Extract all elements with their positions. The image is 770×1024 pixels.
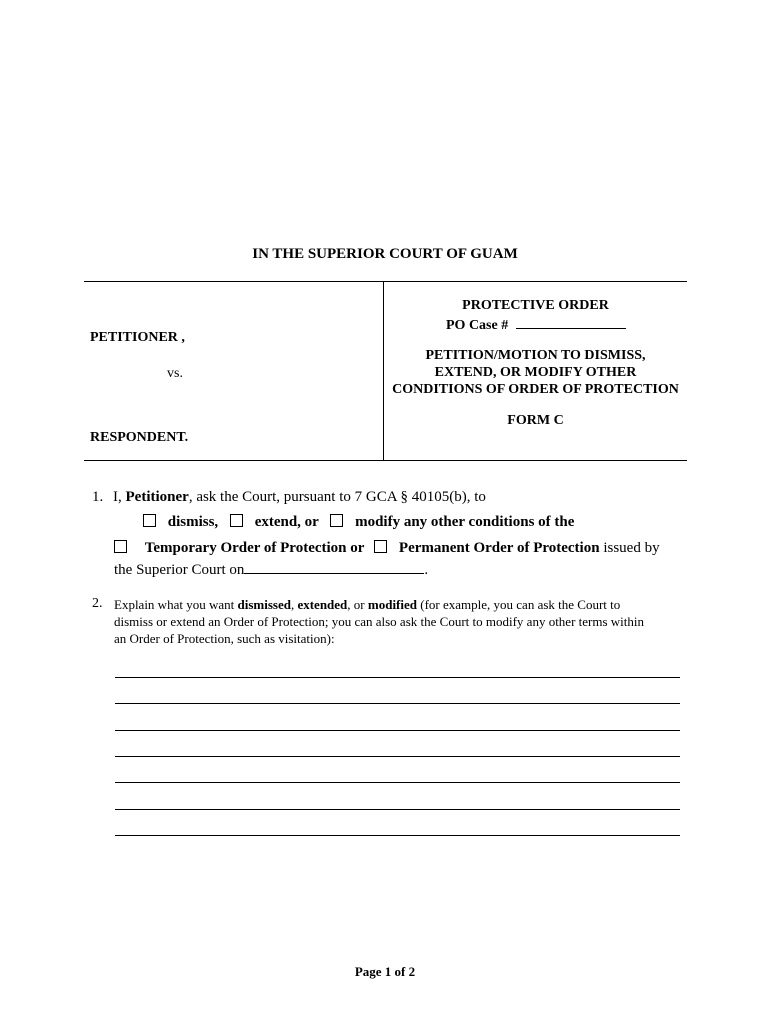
petition-title-line-1: PETITION/MOTION TO DISMISS, <box>425 348 646 363</box>
modify-checkbox[interactable] <box>330 514 343 527</box>
vs-label: vs. <box>167 366 183 381</box>
item-2-extended: extended <box>297 597 348 612</box>
answer-line-7[interactable] <box>115 835 680 836</box>
item-2-text-4: (for example, you can ask the Court to <box>417 597 621 612</box>
item-1-line-1 <box>113 489 486 506</box>
permanent-order-label: Permanent Order of Protection <box>398 540 600 556</box>
answer-line-1[interactable] <box>115 677 680 678</box>
dismiss-label: dismiss, <box>167 514 219 530</box>
answer-line-5[interactable] <box>115 782 680 783</box>
dismiss-checkbox[interactable] <box>143 514 156 527</box>
answer-line-6[interactable] <box>115 809 680 810</box>
answer-line-3[interactable] <box>115 730 680 731</box>
answer-line-4[interactable] <box>115 756 680 757</box>
item-1-period: . <box>424 562 429 578</box>
item-1-text-post: , ask the Court, pursuant to 7 GCA § 40105(b), to <box>188 489 486 505</box>
item-2-line-3: an Order of Protection, such as visitation): <box>114 631 335 646</box>
respondent-label: RESPONDENT. <box>90 430 189 445</box>
page-number: Page 1 of 2 <box>354 964 416 979</box>
petition-title-line-2: EXTEND, OR MODIFY OTHER <box>434 365 637 380</box>
answer-line-2[interactable] <box>115 703 680 704</box>
issue-date-field[interactable] <box>244 560 424 574</box>
item-1-number: 1. <box>92 489 104 505</box>
modify-label: modify any other conditions of the <box>355 514 575 530</box>
item-2-number: 2. <box>92 596 103 611</box>
item-2-text-3: , or <box>347 597 368 612</box>
item-2-text-2: , <box>290 597 298 612</box>
permanent-order-checkbox[interactable] <box>374 540 387 553</box>
item-2-paragraph <box>114 596 680 647</box>
item-1-line-4 <box>114 560 428 579</box>
petition-title <box>383 347 688 398</box>
item-1-options-row-2 <box>114 540 660 557</box>
extend-label: extend, or <box>254 514 319 530</box>
item-1-petitioner: Petitioner <box>125 489 189 505</box>
item-2-dismissed: dismissed <box>237 597 291 612</box>
caption-bottom-rule <box>84 460 687 461</box>
caption-top-rule <box>84 281 687 282</box>
po-case-field[interactable] <box>516 315 626 329</box>
temporary-order-checkbox[interactable] <box>114 540 127 553</box>
petitioner-label: PETITIONER , <box>90 330 185 345</box>
court-on-text: the Superior Court on <box>114 562 245 578</box>
protective-order-label: PROTECTIVE ORDER <box>462 298 609 313</box>
item-2-line-1 <box>114 596 680 613</box>
extend-checkbox[interactable] <box>230 514 243 527</box>
form-label: FORM C <box>507 413 564 428</box>
temporary-order-label: Temporary Order of Protection or <box>144 540 365 556</box>
petition-title-line-3: CONDITIONS OF ORDER OF PROTECTION <box>392 382 679 397</box>
item-2-text-1: Explain what you want <box>114 597 238 612</box>
item-2-line-2: dismiss or extend an Order of Protection; you can also ask the Court to modify any other terms within <box>114 614 645 629</box>
issued-by-text: issued by <box>599 540 660 556</box>
po-case-label: PO Case # <box>446 318 509 333</box>
item-1-options-row-1 <box>143 514 574 531</box>
item-2-modified: modified <box>367 597 418 612</box>
item-1-text-pre: I, <box>113 489 126 505</box>
court-title: IN THE SUPERIOR COURT OF GUAM <box>252 246 518 262</box>
po-case-row <box>446 315 626 334</box>
